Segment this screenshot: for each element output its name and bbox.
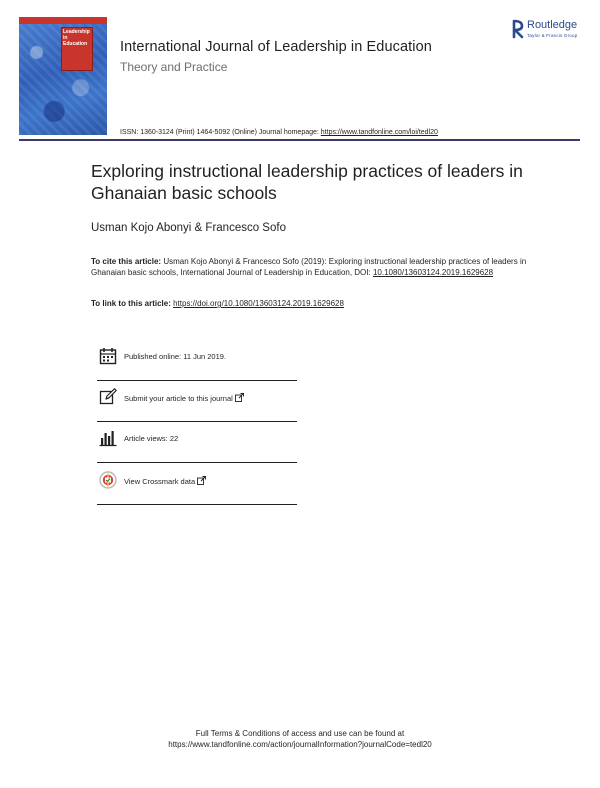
cover-top-strip <box>19 17 107 24</box>
info-divider <box>97 421 297 422</box>
article-title: Exploring instructional leadership practices of leaders in Ghanaian basic schools <box>91 161 523 203</box>
terms-link[interactable]: https://www.tandfonline.com/action/journalInformation?journalCode=tedl20 <box>168 740 432 749</box>
journal-homepage-link[interactable]: https://www.tandfonline.com/loi/tedl20 <box>320 129 438 136</box>
issn-text: ISSN: 1360-3124 (Print) 1464-5092 (Online) Journal homepage: <box>120 129 321 136</box>
cite-label: To cite this article: <box>91 257 162 266</box>
publisher-tagline: Taylor & Francis Group <box>527 33 578 38</box>
header-divider <box>19 139 580 141</box>
article-authors: Usman Kojo Abonyi & Francesco Sofo <box>91 222 286 234</box>
article-views-row <box>97 429 297 459</box>
journal-title: International Journal of Leadership in Education <box>120 39 432 55</box>
submit-article-link[interactable]: Submit your article to this journal <box>124 393 244 403</box>
article-doi-link[interactable]: https://doi.org/10.1080/13603124.2019.1629628 <box>173 299 344 308</box>
routledge-logo-icon <box>511 19 525 39</box>
journal-cover-image <box>19 17 107 135</box>
external-link-icon <box>197 476 206 485</box>
info-divider <box>97 380 297 381</box>
article-views-text: Article views: 22 <box>124 434 179 443</box>
crossmark-row[interactable] <box>97 471 297 501</box>
link-label: To link to this article: <box>91 299 174 308</box>
cover-title <box>63 29 91 47</box>
article-link-line <box>91 299 344 308</box>
cover-title-line-1: Leadership in <box>63 29 90 41</box>
citation-block <box>91 256 531 279</box>
calendar-icon <box>99 347 117 365</box>
info-divider <box>97 462 297 463</box>
cite-doi-link[interactable]: 10.1080/13603124.2019.1629628 <box>372 268 494 278</box>
cover-title-line-2: Education <box>63 41 88 47</box>
bar-chart-icon <box>99 429 117 447</box>
terms-text: Full Terms & Conditions of access and use can be found at <box>195 729 405 738</box>
published-row <box>97 347 297 377</box>
edit-icon <box>99 388 117 406</box>
external-link-icon <box>235 393 244 402</box>
info-divider <box>97 504 297 505</box>
submit-article-row[interactable] <box>97 388 297 418</box>
issn-line <box>120 129 438 136</box>
crossmark-icon <box>99 471 117 489</box>
cite-text: Usman Kojo Abonyi & Francesco Sofo (2019): Exploring instructional leadership practices of leaders in Ghanaian basic schools, International Journal of Leadership in Education, DOI: <box>91 257 527 278</box>
published-date-text: Published online: 11 Jun 2019. <box>124 352 227 361</box>
publisher-name: Routledge <box>527 19 578 31</box>
crossmark-link[interactable]: View Crossmark data <box>124 476 206 486</box>
journal-subtitle: Theory and Practice <box>120 60 228 74</box>
